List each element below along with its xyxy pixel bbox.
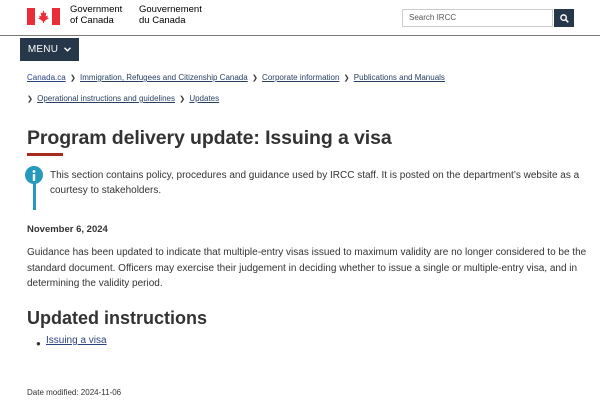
canada-flag-icon xyxy=(27,8,60,25)
section-heading: Updated instructions xyxy=(27,308,208,328)
breadcrumb-separator-icon: ❯ xyxy=(251,75,258,82)
signature-fr-line1: Gouvernement xyxy=(139,4,202,15)
breadcrumb xyxy=(27,73,445,82)
breadcrumb-updates[interactable]: Updates xyxy=(189,94,220,103)
breadcrumb-ircc[interactable]: Immigration, Refugees and Citizenship Canada xyxy=(80,73,248,82)
chevron-down-icon xyxy=(64,47,71,52)
search-icon xyxy=(560,14,569,23)
update-date: November 6, 2024 xyxy=(27,224,108,235)
title-underline xyxy=(27,153,63,156)
search-input[interactable] xyxy=(402,9,553,27)
list-item-issuing-a-visa[interactable]: Issuing a visa xyxy=(46,335,107,346)
alert-message: This section contains policy, procedures and guidance used by IRCC staff. It is posted on the department’s website as a courtesy to stakeholders. xyxy=(50,170,580,196)
breadcrumb-operational-instructions[interactable]: Operational instructions and guidelines xyxy=(37,94,175,103)
menu-label: MENU xyxy=(27,44,59,55)
breadcrumb-separator-icon: ❯ xyxy=(27,96,33,103)
breadcrumb-canada[interactable]: Canada.ca xyxy=(27,73,66,82)
breadcrumb-separator-icon: ❯ xyxy=(69,75,76,82)
breadcrumb-corporate-information[interactable]: Corporate information xyxy=(262,73,340,82)
date-modified: Date modified: 2024-11-06 xyxy=(27,388,122,397)
breadcrumb-separator-icon: ❯ xyxy=(343,75,350,82)
info-icon xyxy=(25,166,43,184)
government-signature-fr[interactable] xyxy=(139,5,202,26)
signature-en-line1: Government xyxy=(70,4,123,15)
breadcrumb-separator-icon: ❯ xyxy=(179,96,186,103)
signature-fr-line2: du Canada xyxy=(139,14,186,26)
site-header xyxy=(0,0,600,36)
search-button[interactable] xyxy=(554,9,574,27)
update-paragraph: Guidance has been updated to indicate that multiple-entry visas issued to maximum validity are no longer considered to be the standard document. Officers may exercise their judgement in deciding whether to issue a single or multiple-entry visa, and in determining the validity period. xyxy=(27,247,587,289)
signature-en-line2: of Canada xyxy=(70,14,114,26)
government-signature-en[interactable] xyxy=(70,5,122,26)
menu-button[interactable] xyxy=(20,38,79,61)
bullet-icon: ● xyxy=(36,339,41,348)
search-placeholder: Search IRCC xyxy=(409,13,457,22)
breadcrumb-row-2 xyxy=(27,94,219,103)
breadcrumb-publications-manuals[interactable]: Publications and Manuals xyxy=(353,73,445,82)
page-title: Program delivery update: Issuing a visa xyxy=(27,127,392,149)
